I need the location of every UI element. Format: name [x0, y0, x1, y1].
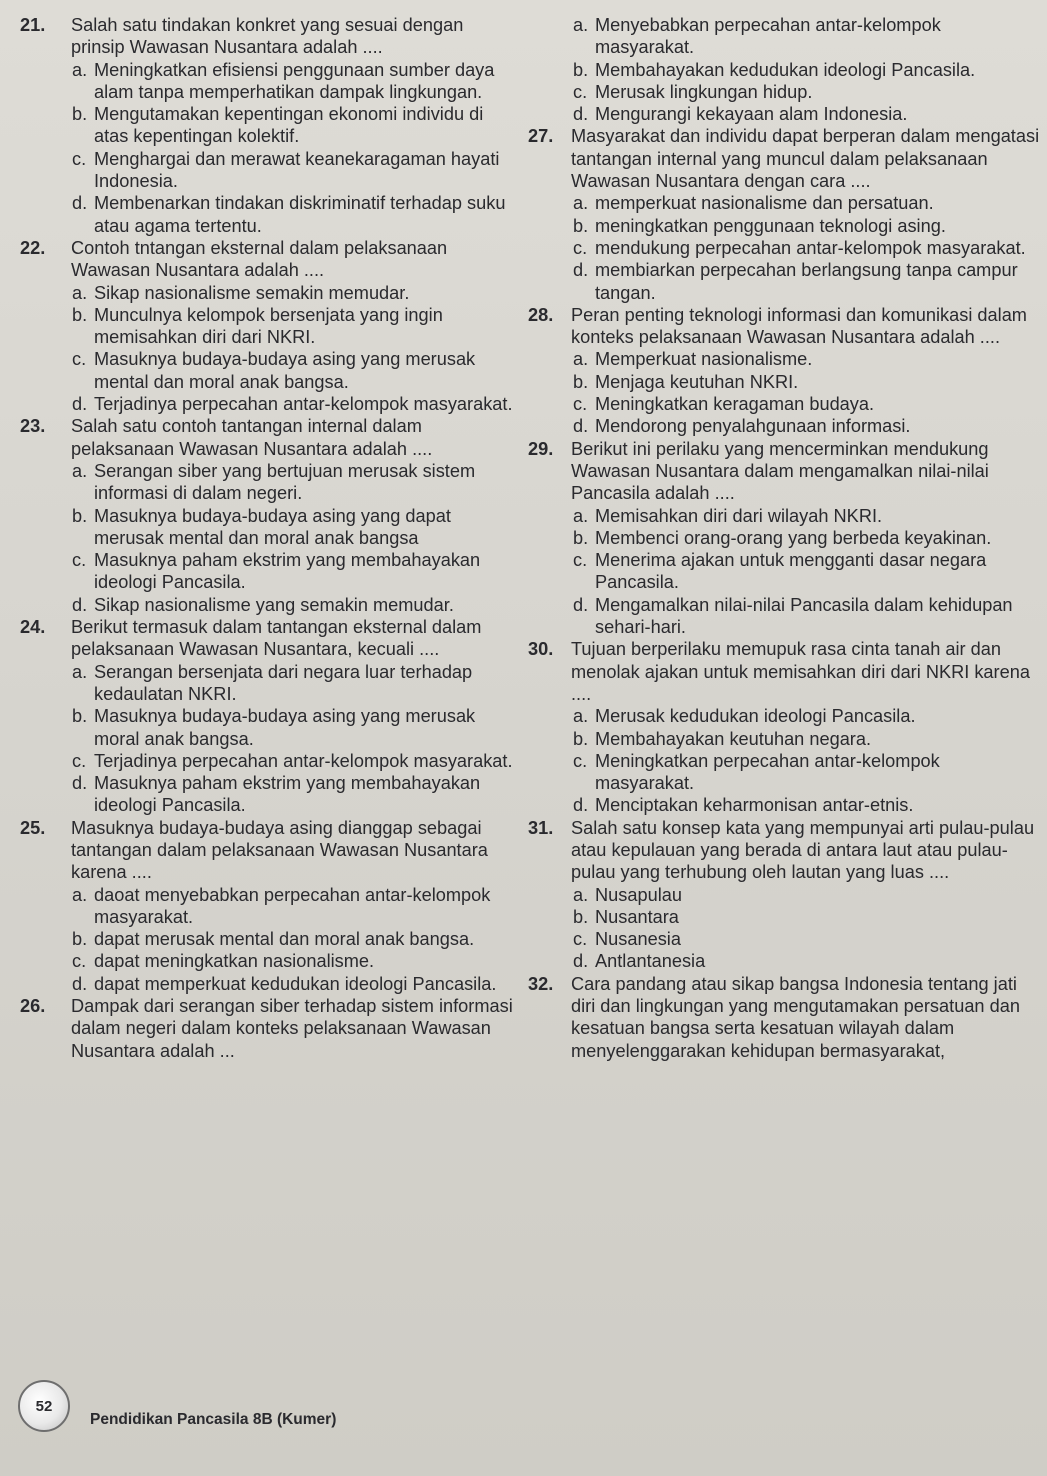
question-number: 26. [20, 996, 46, 1017]
answer-option[interactable] [573, 393, 1040, 415]
answer-option[interactable] [72, 393, 520, 415]
question-stem [20, 616, 520, 661]
option-text: Meningkatkan efisiensi penggunaan sumber daya alam tanpa memperhatikan dampak lingkungan. [94, 59, 495, 102]
option-text: Meningkatkan perpecahan antar-kelompok masyarakat. [595, 750, 940, 794]
page-footer [18, 1380, 336, 1432]
right-column [528, 14, 1040, 1062]
answer-option[interactable] [573, 928, 1040, 950]
question-block [20, 237, 520, 415]
option-letter: d. [573, 104, 589, 125]
answer-option[interactable] [573, 81, 1040, 103]
answer-option[interactable] [573, 371, 1040, 393]
option-text: Memisahkan diri dari wilayah NKRI. [595, 505, 883, 526]
answer-option[interactable] [72, 772, 520, 817]
option-text: Masuknya paham ekstrim yang membahayakan ideologi Pancasila. [94, 550, 481, 593]
option-letter: b. [573, 728, 589, 749]
option-letter: a. [72, 661, 88, 682]
question-text: Salah satu konsep kata yang mempunyai arti pulau-pulau atau kepulauan yang berada di antara laut atau pulau-pulau yang terhubung oleh lautan yang luas .... [571, 817, 1035, 883]
question-stem [20, 817, 520, 884]
question-text: Salah satu contoh tantangan internal dalam pelaksanaan Wawasan Nusantara adalah .... [71, 416, 433, 459]
question-text: Berikut termasuk dalam tantangan eksternal dalam pelaksanaan Wawasan Nusantara, kecuali .... [71, 617, 482, 660]
option-text: Mengutamakan kepentingan ekonomi individu di atas kepentingan kolektif. [94, 104, 484, 147]
question-text: Masuknya budaya-budaya asing dianggap sebagai tantangan dalam pelaksanaan Wawasan Nusantara karena .... [71, 817, 488, 883]
option-letter: b. [573, 527, 589, 548]
question-number: 21. [20, 15, 46, 35]
option-letter: d. [72, 394, 88, 415]
option-text: Nusanesia [595, 929, 681, 950]
question-block [20, 616, 520, 817]
answer-option[interactable] [72, 549, 520, 594]
question-block [20, 14, 520, 237]
option-text: Menghargai dan merawat keanekaragaman hayati Indonesia. [94, 148, 500, 192]
option-text: Menciptakan keharmonisan antar-etnis. [595, 795, 914, 816]
answer-option[interactable] [573, 59, 1040, 81]
option-text: dapat memperkuat kedudukan ideologi Pancasila. [94, 973, 497, 994]
option-text: meningkatkan penggunaan teknologi asing. [595, 215, 946, 236]
answer-option[interactable] [72, 594, 520, 616]
question-block [20, 817, 520, 995]
answer-option[interactable] [573, 728, 1040, 750]
option-text: Menjaga keutuhan NKRI. [595, 371, 799, 392]
option-text: Antlantanesia [595, 951, 706, 972]
question-block [528, 638, 1040, 816]
answer-option[interactable] [573, 594, 1040, 639]
question-stem [20, 415, 520, 460]
answer-option[interactable] [573, 348, 1040, 370]
option-text: membiarkan perpecahan berlangsung tanpa campur tangan. [595, 260, 1018, 303]
answer-option[interactable] [72, 705, 520, 750]
option-letter: d. [72, 973, 88, 994]
option-text: Menerima ajakan untuk mengganti dasar negara Pancasila. [595, 550, 987, 593]
answer-option[interactable] [72, 59, 520, 104]
question-block [528, 973, 1040, 1062]
answer-option[interactable] [72, 460, 520, 505]
question-text: Peran penting teknologi informasi dan komunikasi dalam konteks pelaksanaan Wawasan Nusantara adalah .... [571, 304, 1027, 348]
question-block [528, 817, 1040, 973]
question-stem [20, 237, 520, 282]
answer-option[interactable] [573, 750, 1040, 795]
option-letter: c. [573, 237, 588, 258]
option-letter: d. [573, 795, 589, 816]
option-letter: d. [573, 260, 589, 281]
option-letter: c. [72, 951, 87, 972]
question-stem [528, 125, 1040, 192]
question-number: 25. [20, 817, 46, 838]
question-text: Salah satu tindakan konkret yang sesuai dengan prinsip Wawasan Nusantara adalah .... [71, 15, 464, 58]
question-stem [528, 817, 1040, 884]
option-letter: d. [573, 416, 589, 437]
answer-option[interactable] [72, 928, 520, 950]
option-text: mendukung perpecahan antar-kelompok masyarakat. [595, 237, 1026, 258]
option-letter: b. [72, 304, 88, 325]
question-block [528, 125, 1040, 303]
option-letter: d. [72, 193, 88, 214]
question-text: Berikut ini perilaku yang mencerminkan mendukung Wawasan Nusantara dalam mengamalkan nilai-nilai Pancasila adalah .... [571, 438, 989, 504]
question-stem [528, 304, 1040, 349]
option-text: Merusak kedudukan ideologi Pancasila. [595, 706, 916, 727]
option-letter: d. [72, 773, 88, 794]
answer-option[interactable] [573, 14, 1040, 59]
option-text: Membenci orang-orang yang berbeda keyakinan. [595, 527, 992, 548]
option-text: Mendorong penyalahgunaan informasi. [595, 416, 911, 437]
option-text: dapat meningkatkan nasionalisme. [94, 951, 375, 972]
question-block [20, 415, 520, 616]
answer-option[interactable] [573, 103, 1040, 125]
answer-option[interactable] [573, 415, 1040, 437]
question-number: 31. [528, 817, 554, 838]
answer-option[interactable] [72, 884, 520, 929]
option-letter: b. [573, 215, 589, 236]
option-letter: b. [72, 104, 88, 125]
answer-option[interactable] [72, 192, 520, 237]
option-text: Munculnya kelompok bersenjata yang ingin memisahkan diri dari NKRI. [94, 304, 443, 348]
option-text: Serangan siber yang bertujuan merusak sistem informasi di dalam negeri. [94, 460, 476, 504]
option-text: Membahayakan keutuhan negara. [595, 728, 872, 749]
option-text: Nusantara [595, 906, 679, 927]
question-text: Cara pandang atau sikap bangsa Indonesia tentang jati diri dan lingkungan yang mengutamakan persatuan dan kesatuan bangsa serta kesatuan wilayah dalam menyelenggarakan kehidupan bermasyarakat, [571, 973, 1020, 1061]
question-block [528, 304, 1040, 438]
answer-option[interactable] [72, 661, 520, 706]
option-letter: a. [573, 706, 589, 727]
question-text: Contoh tntangan eksternal dalam pelaksanaan Wawasan Nusantara adalah .... [71, 237, 448, 281]
option-text: Mengurangi kekayaan alam Indonesia. [595, 104, 908, 125]
option-letter: c. [573, 750, 588, 771]
option-letter: c. [72, 148, 87, 169]
answer-option[interactable] [573, 505, 1040, 527]
page-number-badge [18, 1380, 70, 1432]
answer-option[interactable] [573, 794, 1040, 816]
option-text: Sikap nasionalisme semakin memudar. [94, 282, 410, 303]
question-stem [528, 438, 1040, 505]
question-text: Tujuan berperilaku memupuk rasa cinta tanah air dan menolak ajakan untuk memisahkan diri dari NKRI karena .... [571, 639, 1030, 704]
option-text: dapat merusak mental dan moral anak bangsa. [94, 929, 475, 950]
question-stem [20, 14, 520, 59]
option-text: Membenarkan tindakan diskriminatif terhadap suku atau agama tertentu. [94, 193, 506, 236]
option-text: Sikap nasionalisme yang semakin memudar. [94, 594, 454, 615]
answer-option[interactable] [72, 950, 520, 972]
option-text: Terjadinya perpecahan antar-kelompok masyarakat. [94, 750, 513, 771]
question-number: 32. [528, 973, 554, 994]
option-letter: c. [573, 929, 588, 950]
question-number: 27. [528, 126, 554, 147]
question-number: 24. [20, 617, 46, 638]
option-letter: a. [573, 505, 589, 526]
option-text: Terjadinya perpecahan antar-kelompok masyarakat. [94, 394, 513, 415]
option-letter: b. [573, 59, 589, 80]
option-letter: b. [72, 706, 88, 727]
option-letter: a. [573, 884, 589, 905]
answer-option[interactable] [573, 950, 1040, 972]
option-letter: d. [573, 951, 589, 972]
question-number: 23. [20, 416, 46, 437]
option-text: Mengamalkan nilai-nilai Pancasila dalam kehidupan sehari-hari. [595, 594, 1013, 638]
option-text: daoat menyebabkan perpecahan antar-kelompok masyarakat. [94, 884, 491, 927]
option-letter: c. [573, 550, 588, 571]
answer-option[interactable] [573, 884, 1040, 906]
question-number: 22. [20, 237, 46, 258]
option-letter: c. [573, 81, 588, 102]
question-number: 28. [528, 304, 554, 325]
option-letter: b. [72, 505, 88, 526]
option-letter: a. [573, 349, 589, 370]
option-letter: c. [573, 394, 588, 415]
option-text: memperkuat nasionalisme dan persatuan. [595, 193, 934, 214]
answer-option[interactable] [72, 304, 520, 349]
option-letter: a. [573, 193, 589, 214]
answer-option[interactable] [573, 237, 1040, 259]
option-text: Memperkuat nasionalisme. [595, 349, 813, 370]
option-text: Masuknya budaya-budaya asing yang merusak moral anak bangsa. [94, 706, 476, 749]
option-letter: d. [72, 594, 88, 615]
answer-option[interactable] [573, 215, 1040, 237]
answer-option[interactable] [573, 192, 1040, 214]
answer-option[interactable] [72, 505, 520, 550]
option-letter: c. [72, 750, 87, 771]
question-text: Dampak dari serangan siber terhadap sistem informasi dalam negeri dalam konteks pelaksanaan Wawasan Nusantara adalah ... [71, 996, 513, 1061]
option-letter: d. [573, 594, 589, 615]
answer-option[interactable] [573, 906, 1040, 928]
option-letter: b. [573, 906, 589, 927]
option-text: Meningkatkan keragaman budaya. [595, 394, 875, 415]
answer-option[interactable] [573, 527, 1040, 549]
question-number: 30. [528, 639, 554, 660]
question-stem [528, 973, 1040, 1062]
option-letter: a. [72, 884, 88, 905]
question-block [20, 995, 520, 1062]
answer-option[interactable] [72, 750, 520, 772]
answer-option[interactable] [72, 103, 520, 148]
page-number: 52 [35, 1397, 53, 1415]
question-block [528, 438, 1040, 639]
option-letter: c. [72, 550, 87, 571]
option-letter: a. [573, 15, 589, 35]
book-title: Pendidikan Pancasila 8B (Kumer) [90, 1411, 337, 1428]
option-text: Merusak lingkungan hidup. [595, 81, 813, 102]
option-letter: a. [72, 59, 88, 80]
option-letter: b. [72, 929, 88, 950]
option-text: Nusapulau [595, 884, 682, 905]
left-column [20, 14, 520, 1062]
option-letter: c. [72, 349, 87, 370]
option-letter: a. [72, 460, 88, 481]
answer-option[interactable] [573, 259, 1040, 304]
question-number: 29. [528, 438, 554, 459]
option-text: Masuknya budaya-budaya asing yang dapat merusak mental dan moral anak bangsa [94, 505, 451, 548]
question-block [528, 14, 1040, 125]
answer-option[interactable] [72, 148, 520, 193]
answer-option[interactable] [573, 705, 1040, 727]
question-stem [528, 638, 1040, 705]
option-letter: b. [573, 371, 589, 392]
answer-option[interactable] [72, 348, 520, 393]
option-text: Serangan bersenjata dari negara luar terhadap kedaulatan NKRI. [94, 661, 473, 704]
option-text: Menyebabkan perpecahan antar-kelompok masyarakat. [595, 15, 941, 58]
answer-option[interactable] [72, 973, 520, 995]
option-text: Masuknya budaya-budaya asing yang merusak mental dan moral anak bangsa. [94, 349, 476, 392]
option-text: Masuknya paham ekstrim yang membahayakan ideologi Pancasila. [94, 773, 481, 816]
answer-option[interactable] [72, 282, 520, 304]
question-stem [20, 995, 520, 1062]
option-text: Membahayakan kedudukan ideologi Pancasila. [595, 59, 976, 80]
option-letter: a. [72, 282, 88, 303]
answer-option[interactable] [573, 549, 1040, 594]
question-text: Masyarakat dan individu dapat berperan dalam mengatasi tantangan internal yang muncul dalam pelaksanaan Wawasan Nusantara dengan cara .... [571, 126, 1040, 192]
